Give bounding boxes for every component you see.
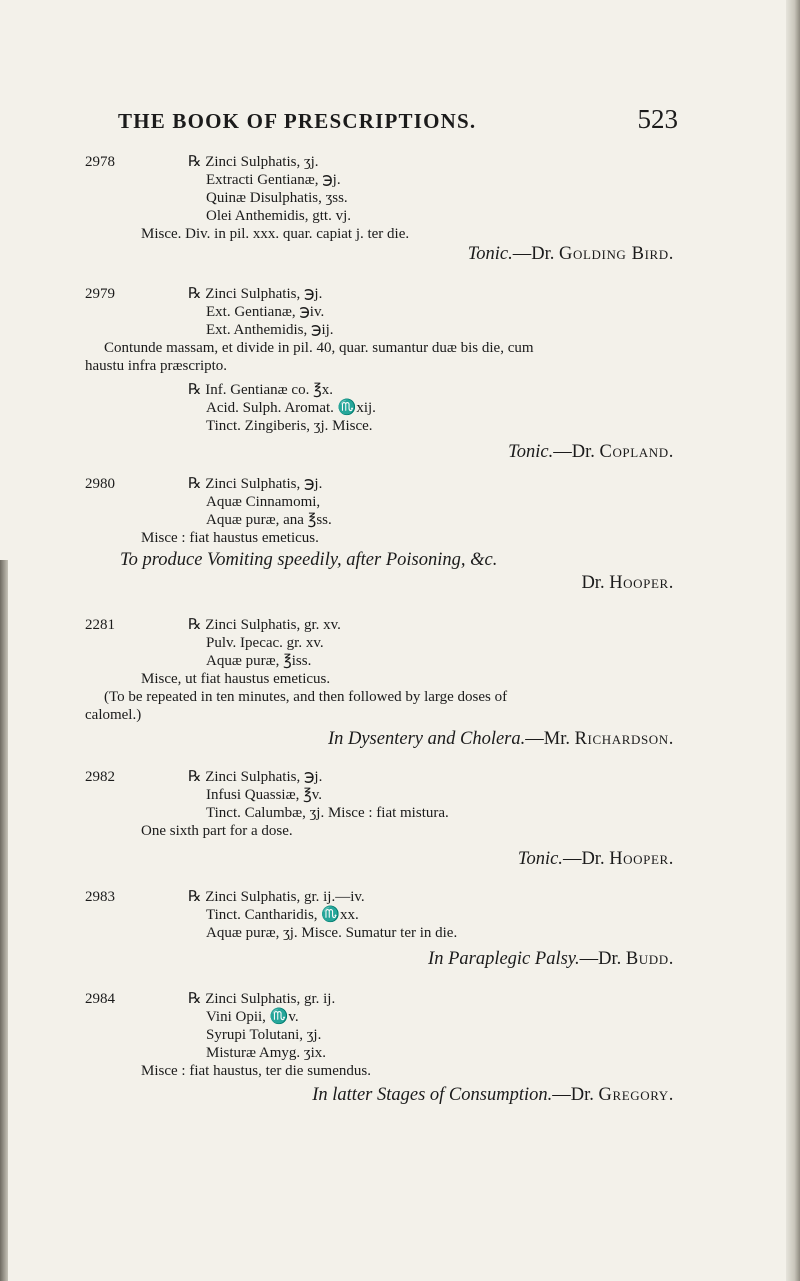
attribution-name: Gregory.	[598, 1085, 674, 1105]
prescription-number: 2979	[85, 286, 115, 302]
attribution-use: In Dysentery and Cholera.	[327, 729, 526, 749]
attribution-name: Hooper.	[609, 849, 674, 869]
attribution-prefix: —Mr.	[525, 729, 575, 749]
ingredient-line: Ext. Anthemidis, ℈ij.	[206, 322, 334, 338]
attribution	[312, 1085, 674, 1106]
ingredient-line: Aquæ puræ, ana ℥ss.	[206, 512, 332, 528]
running-head: THE BOOK OF PRESCRIPTIONS.	[118, 109, 477, 133]
prescription-number: 2281	[85, 617, 115, 633]
ingredient-line: Misturæ Amyg. ʒix.	[206, 1045, 327, 1061]
page-edge-shadow	[786, 0, 800, 1281]
note-line: (To be repeated in ten minutes, and then followed by large doses of	[104, 689, 508, 705]
ingredient-line: Extracti Gentianæ, ℈j.	[206, 172, 341, 188]
direction-line: One sixth part for a dose.	[141, 823, 293, 839]
attribution	[428, 949, 674, 970]
attribution-use: In latter Stages of Consumption.	[312, 1085, 553, 1105]
attribution-prefix: —Dr.	[579, 949, 626, 969]
attribution	[508, 442, 674, 463]
attribution-prefix: —Dr.	[562, 849, 610, 869]
ingredient-line: Pulv. Ipecac. gr. xv.	[206, 635, 324, 651]
ingredient-line: Infusi Quassiæ, ℥v.	[206, 787, 323, 803]
ingredient-line: Aquæ puræ, ℥iss.	[206, 653, 312, 669]
ingredient-line: ℞ Inf. Gentianæ co. ℥x.	[188, 382, 333, 398]
ingredient-line: Ext. Gentianæ, ℈iv.	[206, 304, 325, 320]
direction-line: Misce : fiat haustus emeticus.	[141, 530, 319, 546]
attribution-name: Richardson.	[574, 729, 674, 749]
attribution-prefix: —Dr.	[512, 244, 560, 264]
attribution-name: Golding Bird.	[559, 244, 674, 264]
attribution	[518, 849, 674, 870]
ingredient-line: Tinct. Cantharidis, ♏xx.	[206, 907, 359, 923]
ingredient-line: Aquæ Cinnamomi,	[206, 494, 321, 510]
attribution	[468, 244, 674, 265]
prescription-number: 2978	[85, 154, 115, 170]
direction-line: Misce, ut fiat haustus emeticus.	[141, 671, 331, 687]
binding-shadow	[0, 560, 8, 1281]
ingredient-line: ℞ Zinci Sulphatis, ℈j.	[188, 769, 323, 785]
attribution-name: Hooper.	[609, 573, 674, 593]
prescription-number: 2984	[85, 991, 115, 1007]
note-line: calomel.)	[85, 707, 142, 723]
attribution	[581, 573, 674, 594]
direction-line: haustu infra præscripto.	[85, 358, 228, 374]
ingredient-line: ℞ Zinci Sulphatis, ℈j.	[188, 286, 323, 302]
prescription-number: 2980	[85, 476, 115, 492]
ingredient-line: ℞ Zinci Sulphatis, gr. ij.	[188, 991, 336, 1007]
attribution-use: Tonic.	[508, 442, 554, 462]
direction-line: Misce. Div. in pil. xxx. quar. capiat j. ter die.	[141, 226, 410, 242]
prescription-number: 2982	[85, 769, 115, 785]
ingredient-line: ℞ Zinci Sulphatis, ℈j.	[188, 476, 323, 492]
ingredient-line: Quinæ Disulphatis, ʒss.	[206, 190, 348, 206]
direction-line: Misce : fiat haustus, ter die sumendus.	[141, 1063, 371, 1079]
ingredient-line: ℞ Zinci Sulphatis, gr. ij.—iv.	[188, 889, 365, 905]
page-number: 523	[637, 104, 678, 134]
ingredient-line: Olei Anthemidis, gtt. vj.	[206, 208, 351, 224]
attribution-use: Tonic.	[517, 849, 563, 869]
attribution-use: To produce Vomiting speedily, after Poisoning, &c.	[120, 550, 498, 570]
attribution-use: In Paraplegic Palsy.	[428, 949, 580, 969]
attribution	[328, 729, 674, 750]
attribution-prefix: Dr.	[581, 573, 610, 593]
attribution-name: Budd.	[625, 949, 674, 969]
ingredient-line: Tinct. Calumbæ, ʒj. Misce : fiat mistura.	[206, 805, 449, 821]
attribution-name: Copland.	[599, 442, 674, 462]
ingredient-line: ℞ Zinci Sulphatis, gr. xv.	[188, 617, 341, 633]
page-header	[118, 104, 678, 136]
ingredient-line: Syrupi Tolutani, ʒj.	[206, 1027, 322, 1043]
direction-line: Contunde massam, et divide in pil. 40, quar. sumantur duæ bis die, cum	[104, 340, 534, 356]
attribution-use: Tonic.	[467, 244, 513, 264]
prescription-number: 2983	[85, 889, 115, 905]
ingredient-line: Vini Opii, ♏v.	[206, 1009, 299, 1025]
attribution-prefix: —Dr.	[552, 1085, 599, 1105]
attribution-prefix: —Dr.	[553, 442, 600, 462]
ingredient-line: Aquæ puræ, ʒj. Misce. Sumatur ter in die.	[206, 925, 458, 941]
ingredient-line: Tinct. Zingiberis, ʒj. Misce.	[206, 418, 373, 434]
ingredient-line: Acid. Sulph. Aromat. ♏xij.	[206, 400, 376, 416]
ingredient-line: ℞ Zinci Sulphatis, ʒj.	[188, 154, 319, 170]
